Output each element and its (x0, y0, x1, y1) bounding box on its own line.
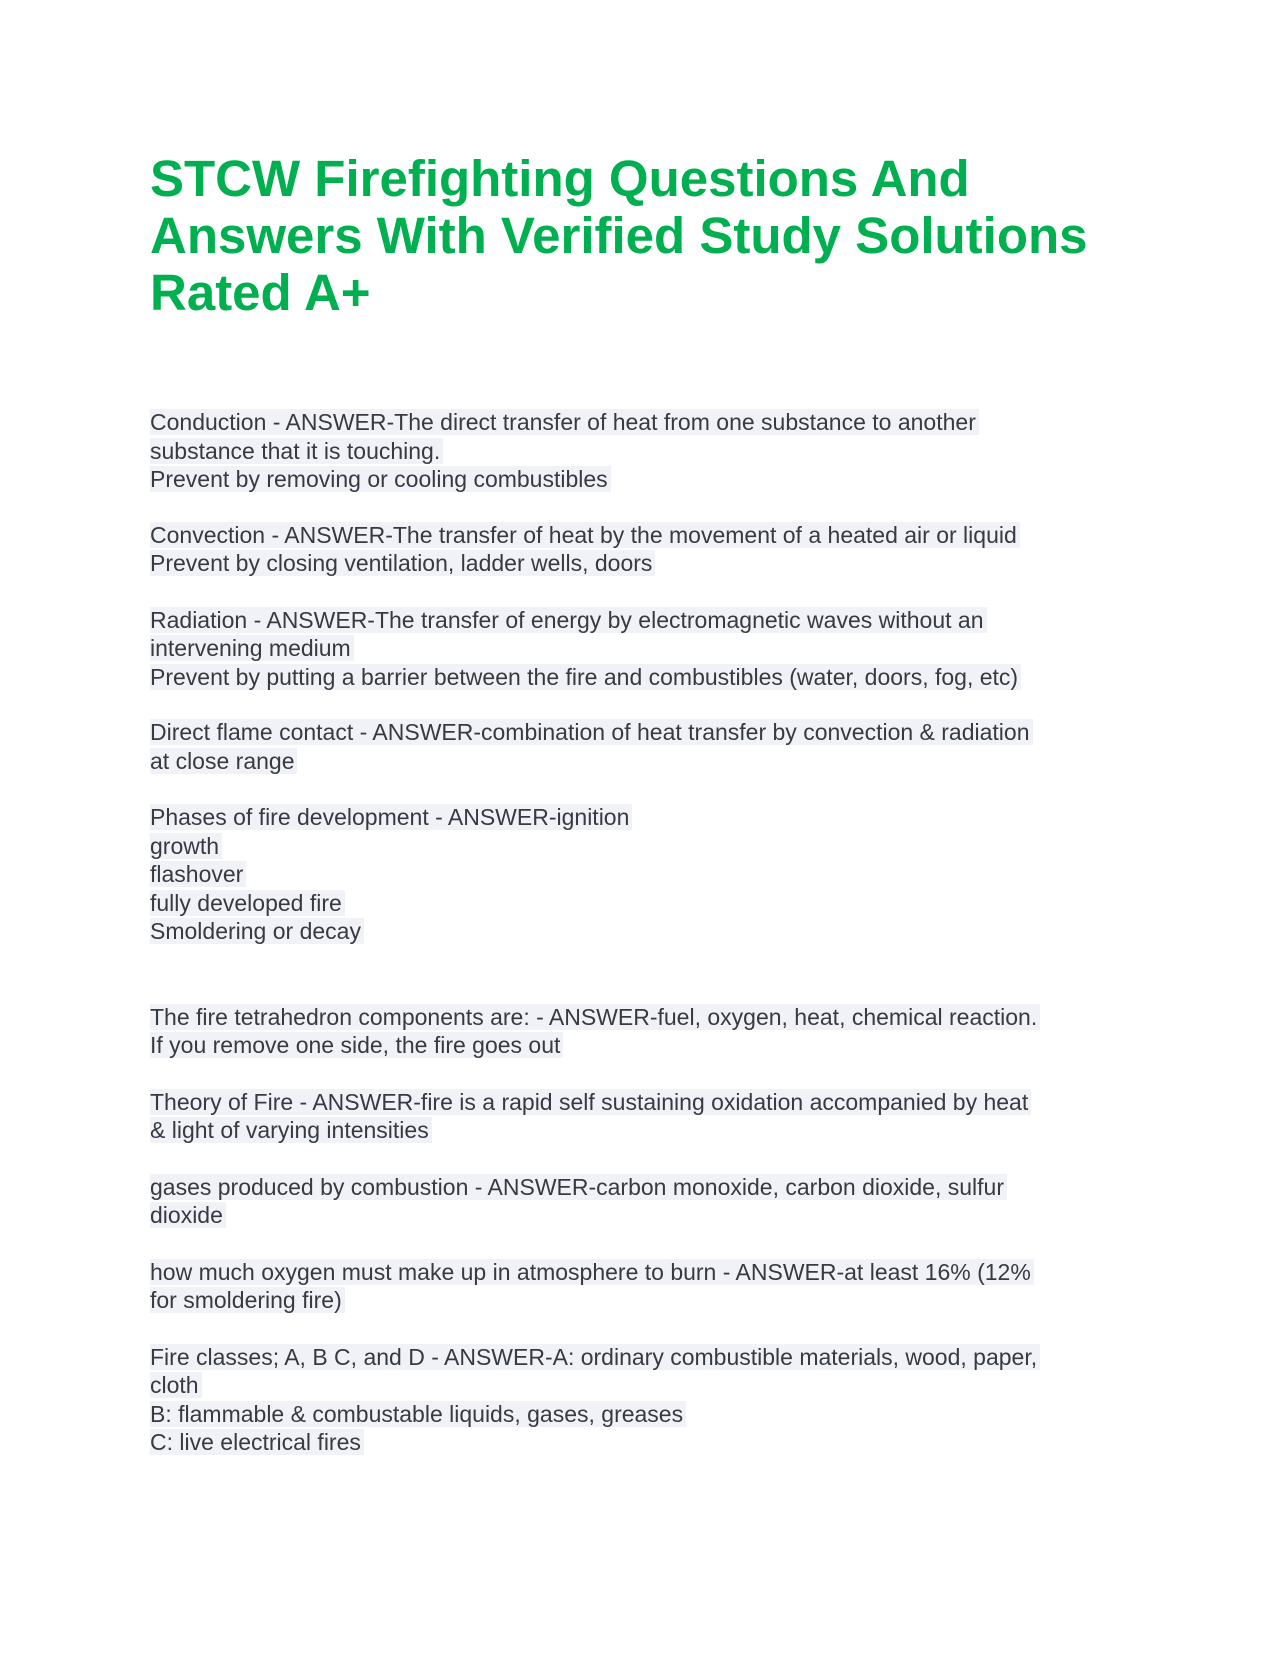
qa-text-line: Convection - ANSWER-The transfer of heat by the movement of a heated air or liquid (150, 522, 1020, 548)
qa-text-line: Phases of fire development - ANSWER-ignition (150, 804, 632, 830)
qa-text-line: Radiation - ANSWER-The transfer of energy by electromagnetic waves without an (150, 607, 987, 633)
qa-text-line: Theory of Fire - ANSWER-fire is a rapid self sustaining oxidation accompanied by heat (150, 1089, 1031, 1115)
qa-text-line: cloth (150, 1372, 202, 1398)
qa-text-line: intervening medium (150, 635, 354, 661)
qa-text-line: how much oxygen must make up in atmosphere to burn - ANSWER-at least 16% (12% (150, 1259, 1034, 1285)
qa-text-line: fully developed fire (150, 890, 345, 916)
qa-entry-conduction (150, 408, 1150, 494)
qa-entry-direct-flame-contact (150, 718, 1150, 775)
qa-text-line: dioxide (150, 1202, 226, 1228)
qa-entry-oxygen-requirement (150, 1258, 1150, 1315)
qa-entry-convection (150, 521, 1150, 578)
qa-entry-radiation (150, 606, 1150, 692)
qa-text-line: The fire tetrahedron components are: - ANSWER-fuel, oxygen, heat, chemical reaction. (150, 1004, 1040, 1030)
qa-text-line: Smoldering or decay (150, 918, 364, 944)
qa-text-line: gases produced by combustion - ANSWER-carbon monoxide, carbon dioxide, sulfur (150, 1174, 1007, 1200)
title-line: Rated A+ (150, 264, 371, 321)
qa-text-line: Prevent by removing or cooling combustibles (150, 466, 611, 492)
qa-text-line: Direct flame contact - ANSWER-combination of heat transfer by convection & radiation (150, 719, 1033, 745)
qa-entry-fire-classes (150, 1343, 1150, 1457)
qa-entry-theory-of-fire (150, 1088, 1150, 1145)
qa-text-line: If you remove one side, the fire goes out (150, 1032, 563, 1058)
qa-text-line: Prevent by closing ventilation, ladder wells, doors (150, 550, 655, 576)
qa-text-line: for smoldering fire) (150, 1287, 345, 1313)
qa-text-line: & light of varying intensities (150, 1117, 432, 1143)
qa-text-line: C: live electrical fires (150, 1429, 364, 1455)
qa-entry-fire-tetrahedron (150, 1003, 1150, 1060)
title-line: Answers With Verified Study Solutions (150, 207, 1088, 264)
qa-text-line: Fire classes; A, B C, and D - ANSWER-A: ordinary combustible materials, wood, paper, (150, 1344, 1040, 1370)
qa-text-line: growth (150, 833, 222, 859)
document-title (150, 150, 1150, 321)
qa-text-line: B: flammable & combustable liquids, gases, greases (150, 1401, 686, 1427)
qa-entry-phases-of-fire (150, 803, 1150, 946)
qa-text-line: substance that it is touching. (150, 438, 443, 464)
qa-text-line: at close range (150, 748, 297, 774)
title-line: STCW Firefighting Questions And (150, 150, 970, 207)
qa-text-line: Conduction - ANSWER-The direct transfer of heat from one substance to another (150, 409, 979, 435)
qa-entry-combustion-gases (150, 1173, 1150, 1230)
qa-text-line: Prevent by putting a barrier between the fire and combustibles (water, doors, fog, etc) (150, 664, 1021, 690)
qa-list (150, 408, 1150, 1457)
qa-text-line: flashover (150, 861, 246, 887)
